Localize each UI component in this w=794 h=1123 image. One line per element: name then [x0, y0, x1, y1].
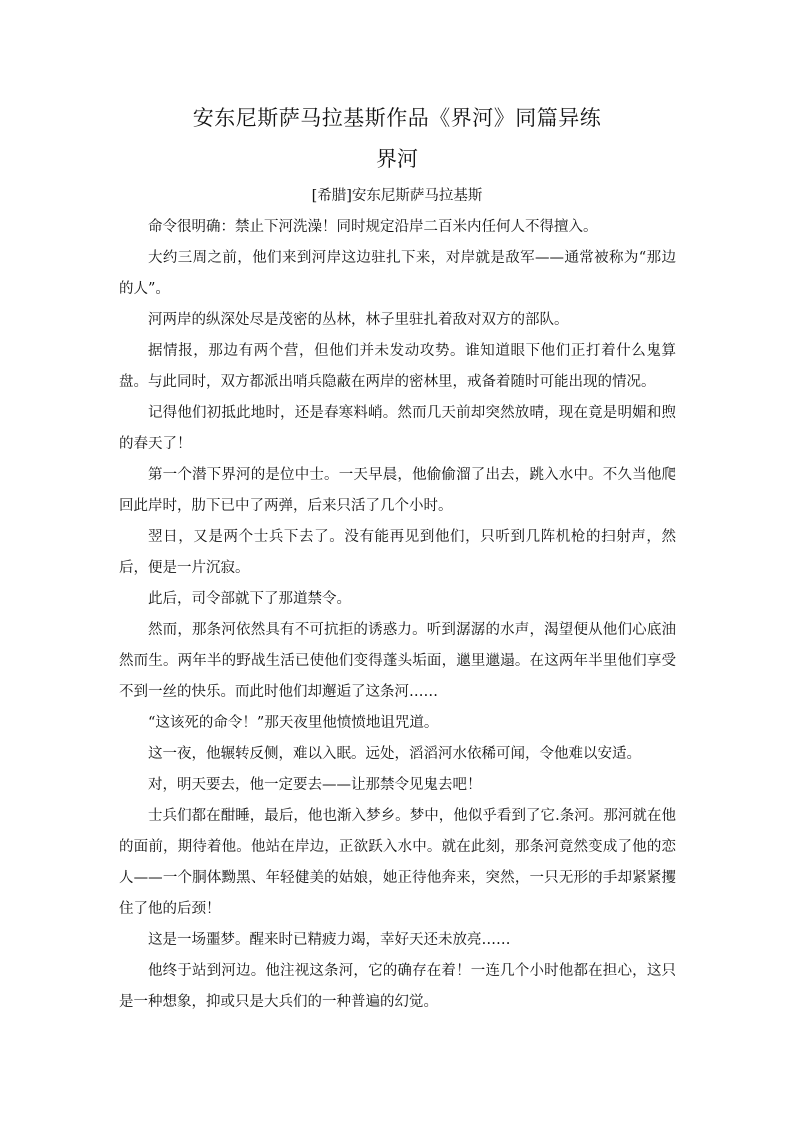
paragraph: 这一夜，他辗转反侧，难以入眠。远处，滔滔河水依稀可闻，令他难以安适。: [148, 746, 641, 762]
paragraph: 命令很明确：禁止下河洗澡！同时规定沿岸二百米内任何人不得擅入。: [148, 219, 598, 235]
paragraph: 这是一场噩梦。醒来时已精疲力竭，幸好天还未放亮……: [148, 932, 511, 948]
story-title: 界河: [376, 147, 418, 171]
paragraph: 他终于站到河边。他注视这条河，它的确存在着！一连几个小时他都在担心，这只是一种想象，抑或只是大兵们的一种普遍的幻觉。: [119, 963, 676, 1010]
paragraph: 记得他们初抵此地时，还是春寒料峭。然而几天前却突然放晴，现在竟是明媚和煦的春天了！: [119, 405, 676, 452]
paragraph: 第一个潜下界河的是位中士。一天早晨，他偷偷溜了出去，跳入水中。不久当他爬回此岸时，肋下已中了两弹，后来只活了几个小时。: [119, 467, 676, 514]
paragraph: 然而，那条河依然具有不可抗拒的诱惑力。听到潺潺的水声，渴望便从他们心底油然而生。两年半的野战生活已使他们变得蓬头垢面，邋里邋遢。在这两年半里他们享受不到一丝的快乐。而此时他们却邂逅了这条河……: [119, 622, 676, 700]
paragraph: 河两岸的纵深处尽是茂密的丛林，林子里驻扎着敌对双方的部队。: [148, 312, 569, 328]
story-body: [119, 212, 676, 1018]
paragraph: 大约三周之前，他们来到河岸这边驻扎下来，对岸就是敌军——通常被称为“那边的人”。: [119, 250, 676, 297]
paragraph: 据情报，那边有两个营，但他们并未发动攻势。谁知道眼下他们正打着什么鬼算盘。与此同时，双方都派出哨兵隐蔽在两岸的密林里，戒备着随时可能出现的情况。: [119, 343, 676, 390]
paragraph: 士兵们都在酣睡，最后，他也渐入梦乡。梦中，他似乎看到了它.条河。那河就在他的面前，期待着他。他站在岸边，正欲跃入水中。就在此刻，那条河竟然变成了他的恋人——一个胴体黝黑、年轻健美的姑娘，她正待他奔来，突然，一只无形的手却紧紧攫住了他的后颈！: [119, 808, 676, 917]
paragraph: “这该死的命令！”那天夜里他愤愤地诅咒道。: [148, 715, 439, 731]
paragraph: 此后，司令部就下了那道禁令。: [148, 591, 351, 607]
document-title: 安东尼斯萨马拉基斯作品《界河》同篇异练: [192, 106, 602, 130]
paragraph: 翌日，又是两个士兵下去了。没有能再见到他们，只听到几阵机枪的扫射声，然后，便是一片沉寂。: [119, 529, 676, 576]
paragraph: 对，明天要去，他一定要去——让那禁令见鬼去吧！: [148, 777, 482, 793]
author-byline: [希腊]安东尼斯萨马拉基斯: [311, 188, 483, 204]
